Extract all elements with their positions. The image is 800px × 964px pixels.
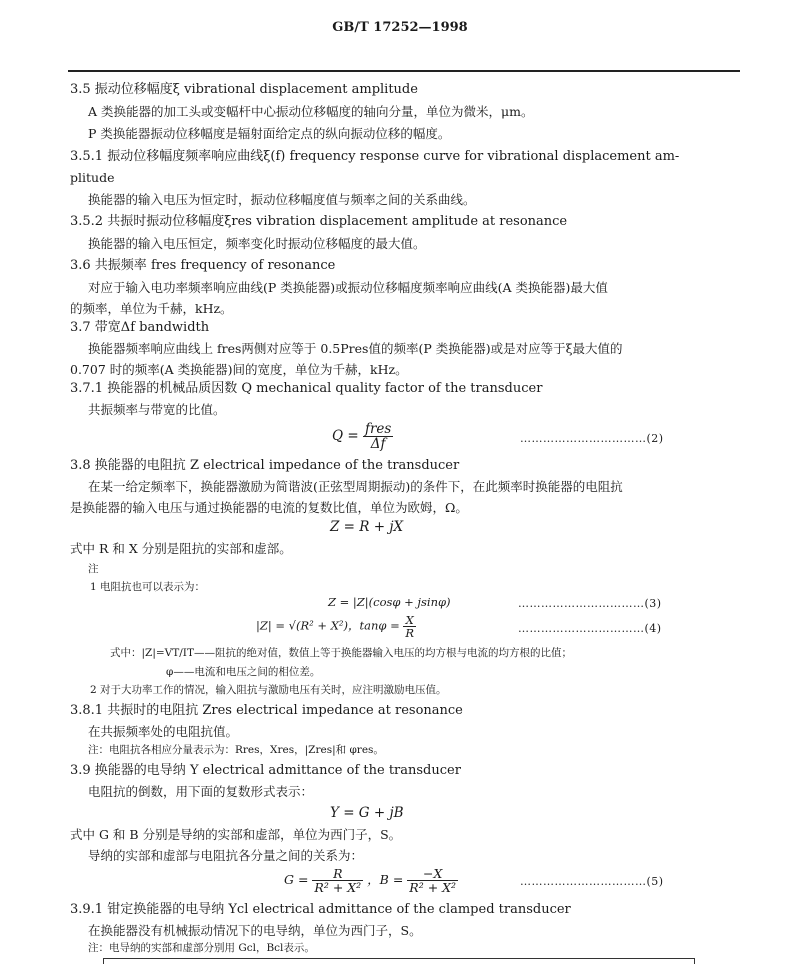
equation-lhs: G =: [284, 872, 309, 888]
paragraph-line: A 类换能器的加工头或变幅杆中心振动位移幅度的轴向分量，单位为微米，μm。: [88, 104, 534, 119]
fraction-numerator: X: [403, 614, 416, 627]
paragraph-line: P 类换能器振动位移幅度是辐射面给定点的纵向振动位移的幅度。: [88, 126, 451, 141]
paragraph-line: 式中 R 和 X 分别是阻抗的实部和虚部。: [70, 541, 292, 556]
paragraph-line: 在换能器没有机械振动情况下的电导纳，单位为西门子，S。: [88, 923, 422, 938]
section-3-5-1-heading: 3.5.1 振动位移幅度频率响应曲线ξ(f) frequency response curve for vibrational displacement am-: [70, 149, 680, 164]
note-text: 注：电导纳的实部和虚部分别用 Gcl，Bcl表示。: [88, 942, 315, 954]
note-item: 2 对于大功率工作的情况，输入阻抗与激励电压有关时，应注明激励电压值。: [90, 684, 447, 696]
paragraph-line: 换能器的输入电压为恒定时，振动位移幅度值与频率之间的关系曲线。: [88, 192, 476, 207]
paragraph-line: 是换能器的输入电压与通过换能器的电流的复数比值，单位为欧姆，Ω。: [70, 500, 468, 515]
section-3-7-heading: 3.7 带宽Δf bandwidth: [70, 320, 210, 335]
equation-z: Z = R + jX: [330, 519, 404, 535]
note-text: 式中：|Z|=VT/IT——阻抗的绝对值，数值上等于换能器输入电压的均方根与电流的均方根的比值；: [110, 647, 572, 659]
section-3-8-heading: 3.8 换能器的电阻抗 Z electrical impedance of the transducer: [70, 458, 460, 473]
section-3-9-1-heading: 3.9.1 钳定换能器的电导纳 Ycl electrical admittance of the clamped transducer: [70, 902, 571, 917]
equation-lhs: |Z| = √(R² + X²)，tanφ =: [256, 618, 400, 633]
section-3-5-heading: 3.5 振动位移幅度ξ vibrational displacement amplitude: [70, 82, 418, 97]
section-3-7-1-heading: 3.7.1 换能器的机械品质因数 Q mechanical quality factor of the transducer: [70, 381, 543, 396]
table-frame: [103, 958, 695, 964]
fraction-numerator: R: [312, 867, 363, 881]
equation-3: Z = |Z|(cosφ + jsinφ): [328, 595, 451, 609]
paragraph-line: 换能器的输入电压恒定，频率变化时振动位移幅度的最大值。: [88, 236, 426, 251]
equation-4: [256, 614, 416, 639]
note-label: 注: [88, 563, 99, 575]
equation-number: ……………………………(4): [518, 622, 662, 635]
equation-lhs: Q =: [332, 428, 359, 445]
section-3-8-1-heading: 3.8.1 共振时的电阻抗 Zres electrical impedance at resonance: [70, 703, 463, 718]
standard-header: GB/T 17252—1998: [332, 20, 468, 35]
paragraph-line: 在共振频率处的电阻抗值。: [88, 724, 239, 739]
section-3-6-heading: 3.6 共振频率 fres frequency of resonance: [70, 258, 336, 273]
paragraph-line: 0.707 时的频率(A 类换能器)间的宽度，单位为千赫，kHz。: [70, 362, 408, 377]
fraction-numerator: −X: [407, 867, 458, 881]
paragraph-line: 对应于输入电功率频率响应曲线(P 类换能器)或振动位移幅度频率响应曲线(A 类换能器)最大值: [88, 280, 608, 295]
paragraph-line: plitude: [70, 170, 115, 185]
equation-5: [284, 867, 458, 894]
fraction-denominator: R² + X²: [409, 880, 457, 896]
paragraph-line: 的频率，单位为千赫，kHz。: [70, 301, 233, 316]
fraction-denominator: R² + X²: [314, 880, 362, 896]
paragraph-line: 电阻抗的倒数，用下面的复数形式表示：: [88, 784, 314, 799]
section-3-5-2-heading: 3.5.2 共振时振动位移幅度ξres vibration displacement amplitude at resonance: [70, 214, 568, 229]
fraction-denominator: R: [405, 626, 415, 641]
fraction-denominator: Δf: [370, 436, 386, 453]
equation-number: ……………………………(5): [520, 875, 664, 888]
equation-number: ……………………………(2): [520, 432, 664, 445]
note-text: 注：电阻抗各相应分量表示为：Rres，Xres，|Zres|和 φres。: [88, 744, 384, 756]
paragraph-line: 换能器频率响应曲线上 fres两侧对应等于 0.5Pres值的频率(P 类换能器)或是对应等于ξ最大值的: [88, 341, 623, 356]
note-item: 1 电阻抗也可以表示为：: [90, 581, 206, 593]
header-rule: [68, 70, 740, 72]
paragraph-line: 在某一给定频率下，换能器激励为简谐波(正弦型周期振动)的条件下，在此频率时换能器的电阻抗: [88, 479, 623, 494]
paragraph-line: 共振频率与带宽的比值。: [88, 402, 226, 417]
note-text: φ——电流和电压之间的相位差。: [166, 666, 321, 678]
paragraph-line: 导纳的实部和虚部与电阻抗各分量之间的关系为：: [88, 848, 364, 863]
equation-2: [332, 422, 393, 451]
section-3-9-heading: 3.9 换能器的电导纳 Y electrical admittance of the transducer: [70, 763, 461, 778]
paragraph-line: 式中 G 和 B 分别是导纳的实部和虚部，单位为西门子，S。: [70, 827, 402, 842]
equation-lhs: ，B =: [367, 872, 404, 888]
equation-y: Y = G + jB: [330, 805, 404, 821]
fraction-numerator: fres: [364, 421, 392, 437]
equation-number: ……………………………(3): [518, 597, 662, 610]
